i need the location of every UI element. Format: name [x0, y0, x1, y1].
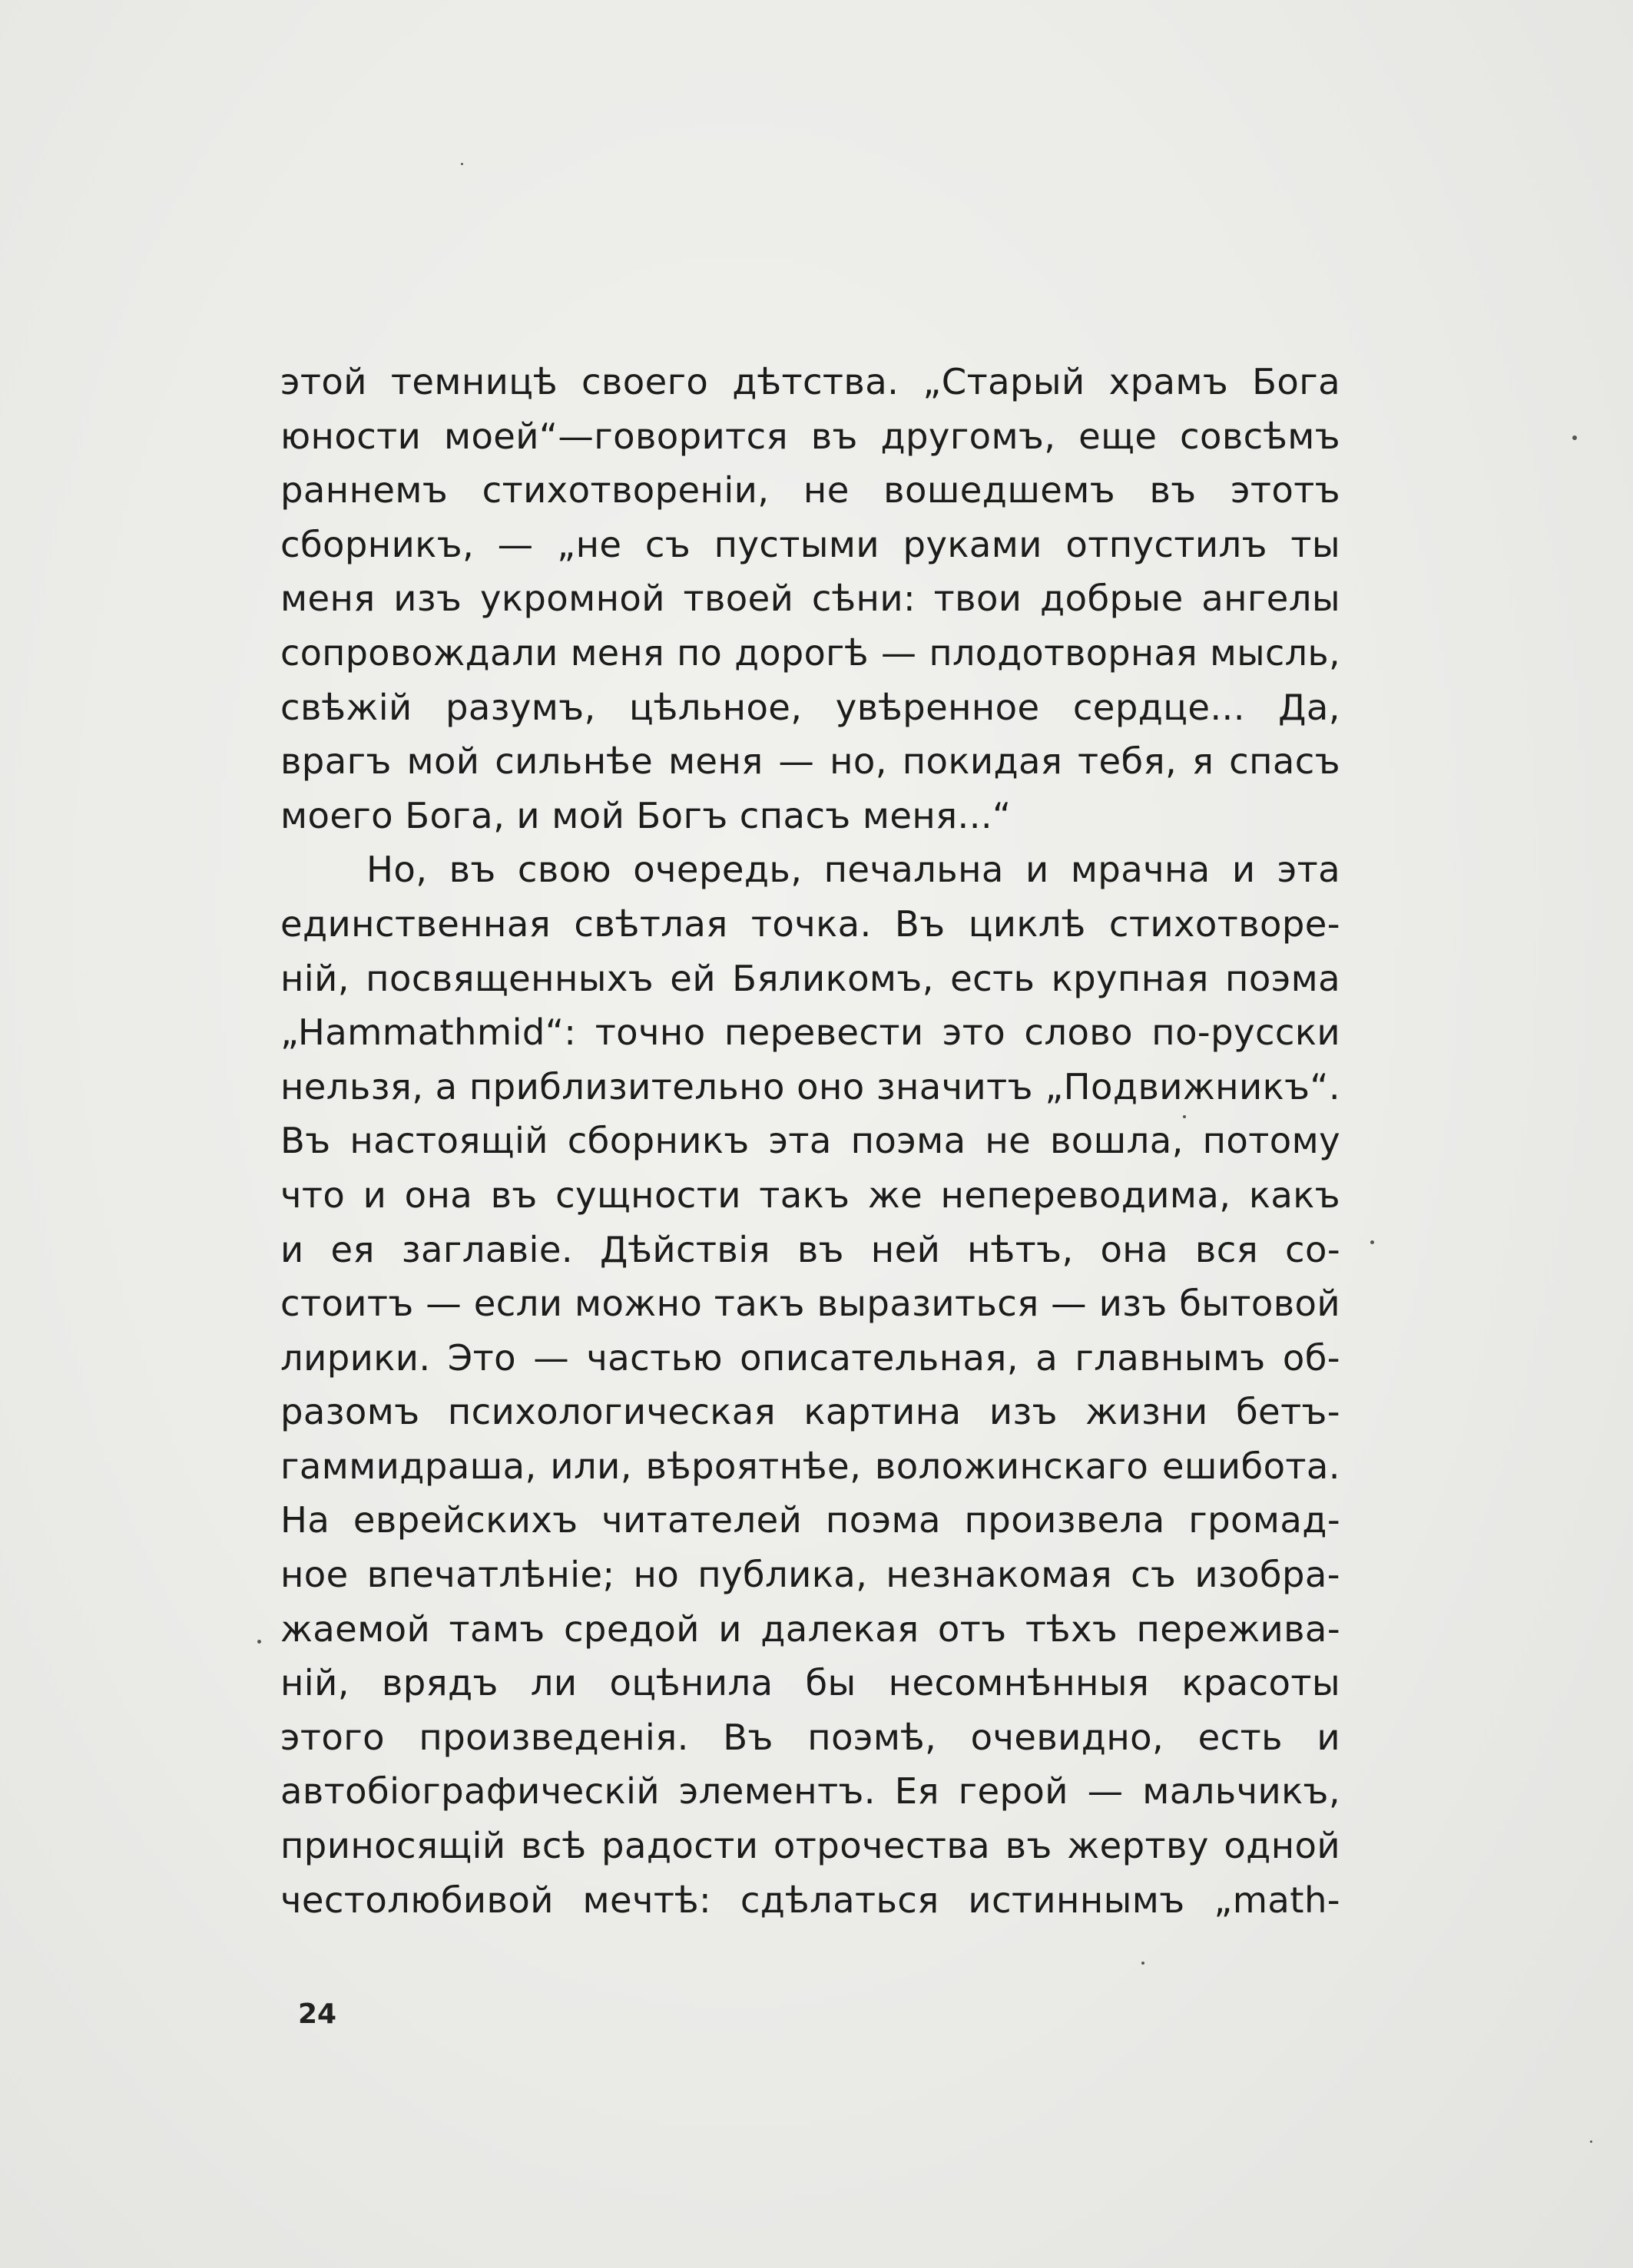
scan-speck — [257, 1640, 261, 1644]
text-line: ное впечатлѣніе; но публика, незнакомая съ изобра- — [280, 1554, 1340, 1596]
text-line: честолюбивой мечтѣ: сдѣлаться истиннымъ „math- — [280, 1879, 1340, 1921]
scan-speck — [1141, 1962, 1144, 1965]
text-line: свѣжій разумъ, цѣльное, увѣренное сердце... Да, — [280, 686, 1340, 728]
text-line: На еврейскихъ читателей поэма произвела громад- — [280, 1499, 1340, 1541]
text-line: сборникъ, — „не съ пустыми руками отпустилъ ты — [280, 523, 1340, 565]
text-line: нельзя, а приблизительно оно значитъ „Подвижникъ“. — [280, 1065, 1340, 1108]
text-line: моего Бога, и мой Богъ спасъ меня...“ — [280, 794, 1012, 836]
text-line: приносящій всѣ радости отрочества въ жертву одной — [280, 1825, 1340, 1867]
text-line: этой темницѣ своего дѣтства. „Старый храмъ Бога — [280, 361, 1340, 402]
text-line: гаммидраша, или, вѣроятнѣе, воложинскаго ешибота. — [280, 1445, 1340, 1487]
text-line: ній, врядъ ли оцѣнила бы несомнѣнныя красоты — [280, 1662, 1340, 1704]
text-line: „Hammathmid“: точно перевести это слово по-русски — [280, 1011, 1340, 1054]
text-line: меня изъ укромной твоей сѣни: твои добрые ангелы — [280, 578, 1340, 620]
scan-speck — [1370, 1240, 1374, 1244]
body-text — [280, 355, 1340, 1927]
scan-speck — [1572, 435, 1577, 440]
page-number: 24 — [298, 1998, 337, 2030]
text-line: разомъ психологическая картина изъ жизни бетъ- — [280, 1391, 1340, 1433]
text-line: лирики. Это — частью описательная, а главнымъ об- — [280, 1336, 1340, 1379]
text-line: раннемъ стихотвореніи, не вошедшемъ въ этотъ — [280, 469, 1340, 512]
text-line: сопровождали меня по дорогѣ — плодотворная мысль, — [280, 631, 1340, 674]
scan-speck — [1590, 2141, 1592, 2143]
text-line: и ея заглавіе. Дѣйствія въ ней нѣтъ, она вся со- — [280, 1228, 1340, 1270]
scan-speck — [1183, 1115, 1186, 1118]
text-line: Въ настоящій сборникъ эта поэма не вошла, потому — [280, 1120, 1340, 1162]
text-line: стоитъ — если можно такъ выразиться — изъ бытовой — [280, 1283, 1340, 1325]
text-line: автобіографическій элементъ. Ея герой — мальчикъ, — [280, 1770, 1340, 1813]
text-line: единственная свѣтлая точка. Въ циклѣ стихотворе- — [280, 902, 1340, 945]
text-line: Но, въ свою очередь, печальна и мрачна и эта — [366, 849, 1340, 891]
text-line: жаемой тамъ средой и далекая отъ тѣхъ пережива- — [280, 1607, 1340, 1650]
text-line: ній, посвященныхъ ей Бяликомъ, есть крупная поэма — [280, 957, 1340, 999]
scan-speck — [461, 163, 463, 165]
text-line: юности моей“—говорится въ другомъ, еще совсѣмъ — [280, 415, 1340, 457]
text-line: врагъ мой сильнѣе меня — но, покидая тебя, я спасъ — [280, 740, 1340, 783]
text-line: этого произведенія. Въ поэмѣ, очевидно, есть и — [280, 1716, 1340, 1758]
text-line: что и она въ сущности такъ же непереводима, какъ — [280, 1174, 1340, 1216]
